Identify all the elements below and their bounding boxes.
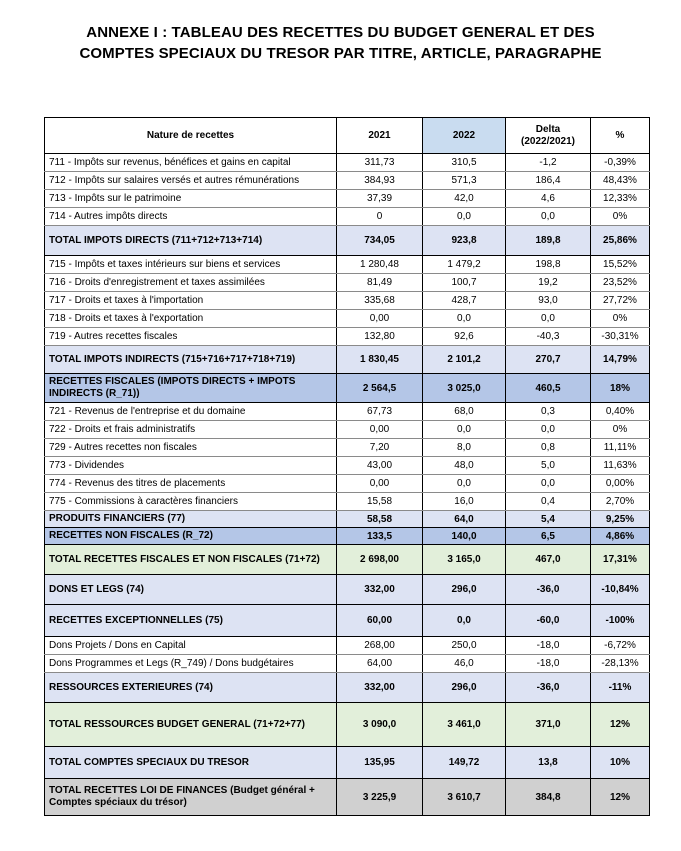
page-title xyxy=(0,22,681,64)
value-2021: 58,58 xyxy=(337,511,423,528)
row-label: 721 - Revenus de l'entreprise et du domaine xyxy=(45,403,337,421)
row-label: 712 - Impôts sur salaires versés et autres rémunérations xyxy=(45,172,337,190)
value-2021: 332,00 xyxy=(337,673,423,703)
row-label: RECETTES FISCALES (IMPOTS DIRECTS + IMPOTS INDIRECTS (R_71)) xyxy=(45,374,337,403)
value-2022: 149,72 xyxy=(423,747,506,779)
row-label: 716 - Droits d'enregistrement et taxes assimilées xyxy=(45,274,337,292)
value-2021: 0 xyxy=(337,208,423,226)
value-2022: 140,0 xyxy=(423,528,506,545)
value-2022: 0,0 xyxy=(423,421,506,439)
header-nature: Nature de recettes xyxy=(45,118,337,154)
value-2021: 64,00 xyxy=(337,655,423,673)
row-label: 774 - Revenus des titres de placements xyxy=(45,475,337,493)
value-2021: 43,00 xyxy=(337,457,423,475)
value-percent: 9,25% xyxy=(591,511,650,528)
table-row xyxy=(45,172,650,190)
value-delta: 0,0 xyxy=(506,208,591,226)
row-label: 775 - Commissions à caractères financiers xyxy=(45,493,337,511)
value-delta: 0,0 xyxy=(506,475,591,493)
value-2021: 1 280,48 xyxy=(337,256,423,274)
value-2022: 46,0 xyxy=(423,655,506,673)
value-percent: 0,00% xyxy=(591,475,650,493)
table-row xyxy=(45,190,650,208)
value-2022: 571,3 xyxy=(423,172,506,190)
row-label: 729 - Autres recettes non fiscales xyxy=(45,439,337,457)
value-percent: 0% xyxy=(591,208,650,226)
value-2021: 135,95 xyxy=(337,747,423,779)
value-delta: 371,0 xyxy=(506,703,591,747)
table-total-row xyxy=(45,511,650,528)
row-label: Dons Projets / Dons en Capital xyxy=(45,637,337,655)
table-row xyxy=(45,655,650,673)
value-delta: 270,7 xyxy=(506,346,591,374)
row-label: 714 - Autres impôts directs xyxy=(45,208,337,226)
table-total-row xyxy=(45,374,650,403)
table-total-row xyxy=(45,346,650,374)
value-2021: 384,93 xyxy=(337,172,423,190)
row-label: TOTAL IMPOTS DIRECTS (711+712+713+714) xyxy=(45,226,337,256)
value-delta: -36,0 xyxy=(506,575,591,605)
value-2022: 100,7 xyxy=(423,274,506,292)
table-row xyxy=(45,475,650,493)
table-total-row xyxy=(45,528,650,545)
value-2021: 1 830,45 xyxy=(337,346,423,374)
header-delta-line-2: (2022/2021) xyxy=(521,135,575,147)
value-delta: -18,0 xyxy=(506,655,591,673)
row-label: TOTAL IMPOTS INDIRECTS (715+716+717+718+719) xyxy=(45,346,337,374)
value-2021: 2 564,5 xyxy=(337,374,423,403)
value-2022: 428,7 xyxy=(423,292,506,310)
value-2022: 48,0 xyxy=(423,457,506,475)
value-delta: -60,0 xyxy=(506,605,591,637)
value-percent: 11,63% xyxy=(591,457,650,475)
row-label: PRODUITS FINANCIERS (77) xyxy=(45,511,337,528)
value-delta: 0,3 xyxy=(506,403,591,421)
row-label: RECETTES NON FISCALES (R_72) xyxy=(45,528,337,545)
value-percent: 27,72% xyxy=(591,292,650,310)
table-row xyxy=(45,457,650,475)
row-label: 717 - Droits et taxes à l'importation xyxy=(45,292,337,310)
value-delta: 0,8 xyxy=(506,439,591,457)
value-2021: 268,00 xyxy=(337,637,423,655)
value-percent: 0% xyxy=(591,310,650,328)
row-label: Dons Programmes et Legs (R_749) / Dons budgétaires xyxy=(45,655,337,673)
value-delta: 5,4 xyxy=(506,511,591,528)
value-2022: 296,0 xyxy=(423,673,506,703)
value-2021: 15,58 xyxy=(337,493,423,511)
value-2021: 2 698,00 xyxy=(337,545,423,575)
value-2022: 0,0 xyxy=(423,605,506,637)
row-label: RESSOURCES EXTERIEURES (74) xyxy=(45,673,337,703)
value-2022: 0,0 xyxy=(423,208,506,226)
value-delta: 19,2 xyxy=(506,274,591,292)
value-percent: 23,52% xyxy=(591,274,650,292)
value-delta: 186,4 xyxy=(506,172,591,190)
value-percent: 2,70% xyxy=(591,493,650,511)
row-label: 722 - Droits et frais administratifs xyxy=(45,421,337,439)
value-delta: 467,0 xyxy=(506,545,591,575)
table-row xyxy=(45,439,650,457)
table-row xyxy=(45,637,650,655)
value-percent: -11% xyxy=(591,673,650,703)
table-header-row xyxy=(45,118,650,154)
value-percent: 0,40% xyxy=(591,403,650,421)
value-delta: 198,8 xyxy=(506,256,591,274)
table-total-row xyxy=(45,575,650,605)
value-delta: -40,3 xyxy=(506,328,591,346)
table-row xyxy=(45,310,650,328)
row-label: DONS ET LEGS (74) xyxy=(45,575,337,605)
table-row xyxy=(45,421,650,439)
revenue-table xyxy=(44,117,650,816)
value-percent: 12% xyxy=(591,703,650,747)
row-label: 711 - Impôts sur revenus, bénéfices et gains en capital xyxy=(45,154,337,172)
value-2022: 3 165,0 xyxy=(423,545,506,575)
value-percent: 4,86% xyxy=(591,528,650,545)
row-label: TOTAL RECETTES FISCALES ET NON FISCALES (71+72) xyxy=(45,545,337,575)
value-2021: 332,00 xyxy=(337,575,423,605)
value-delta: 460,5 xyxy=(506,374,591,403)
value-2022: 92,6 xyxy=(423,328,506,346)
value-delta: 384,8 xyxy=(506,779,591,816)
table-row xyxy=(45,493,650,511)
value-2022: 8,0 xyxy=(423,439,506,457)
table-total-row xyxy=(45,779,650,816)
row-label: TOTAL COMPTES SPECIAUX DU TRESOR xyxy=(45,747,337,779)
value-2022: 3 025,0 xyxy=(423,374,506,403)
value-2022: 1 479,2 xyxy=(423,256,506,274)
value-2022: 923,8 xyxy=(423,226,506,256)
table-total-row xyxy=(45,545,650,575)
value-delta: 189,8 xyxy=(506,226,591,256)
value-percent: 10% xyxy=(591,747,650,779)
value-2021: 132,80 xyxy=(337,328,423,346)
table-row xyxy=(45,274,650,292)
value-2022: 250,0 xyxy=(423,637,506,655)
value-2022: 68,0 xyxy=(423,403,506,421)
value-2021: 0,00 xyxy=(337,310,423,328)
table-row xyxy=(45,154,650,172)
value-2022: 3 610,7 xyxy=(423,779,506,816)
row-label: 718 - Droits et taxes à l'exportation xyxy=(45,310,337,328)
header-delta xyxy=(506,118,591,154)
value-percent: 0% xyxy=(591,421,650,439)
value-percent: 12% xyxy=(591,779,650,816)
table-total-row xyxy=(45,673,650,703)
value-2021: 3 090,0 xyxy=(337,703,423,747)
value-2021: 0,00 xyxy=(337,475,423,493)
value-2021: 311,73 xyxy=(337,154,423,172)
page-title-line-2: COMPTES SPECIAUX DU TRESOR PAR TITRE, ARTICLE, PARAGRAPHE xyxy=(79,45,602,62)
table-total-row xyxy=(45,747,650,779)
row-label: RECETTES EXCEPTIONNELLES (75) xyxy=(45,605,337,637)
value-2022: 16,0 xyxy=(423,493,506,511)
header-percent: % xyxy=(591,118,650,154)
value-delta: 0,0 xyxy=(506,421,591,439)
value-delta: 93,0 xyxy=(506,292,591,310)
value-delta: 4,6 xyxy=(506,190,591,208)
value-percent: 25,86% xyxy=(591,226,650,256)
value-2021: 133,5 xyxy=(337,528,423,545)
header-2021: 2021 xyxy=(337,118,423,154)
header-2022: 2022 xyxy=(423,118,506,154)
value-2021: 37,39 xyxy=(337,190,423,208)
value-2021: 0,00 xyxy=(337,421,423,439)
value-2022: 0,0 xyxy=(423,475,506,493)
row-label: TOTAL RESSOURCES BUDGET GENERAL (71+72+77) xyxy=(45,703,337,747)
row-label: 773 - Dividendes xyxy=(45,457,337,475)
value-2022: 296,0 xyxy=(423,575,506,605)
table-row xyxy=(45,403,650,421)
value-2022: 310,5 xyxy=(423,154,506,172)
value-delta: -18,0 xyxy=(506,637,591,655)
value-percent: -30,31% xyxy=(591,328,650,346)
value-2022: 3 461,0 xyxy=(423,703,506,747)
page-title-line-1: ANNEXE I : TABLEAU DES RECETTES DU BUDGET GENERAL ET DES xyxy=(86,24,595,41)
value-percent: -6,72% xyxy=(591,637,650,655)
value-percent: 14,79% xyxy=(591,346,650,374)
value-percent: -28,13% xyxy=(591,655,650,673)
table-total-row xyxy=(45,226,650,256)
value-2021: 67,73 xyxy=(337,403,423,421)
value-2021: 60,00 xyxy=(337,605,423,637)
value-2021: 81,49 xyxy=(337,274,423,292)
table-row xyxy=(45,256,650,274)
value-percent: 12,33% xyxy=(591,190,650,208)
value-delta: -1,2 xyxy=(506,154,591,172)
row-label: 715 - Impôts et taxes intérieurs sur biens et services xyxy=(45,256,337,274)
value-delta: 0,4 xyxy=(506,493,591,511)
row-label: 719 - Autres recettes fiscales xyxy=(45,328,337,346)
value-delta: 5,0 xyxy=(506,457,591,475)
value-2022: 64,0 xyxy=(423,511,506,528)
table-total-row xyxy=(45,703,650,747)
row-label: 713 - Impôts sur le patrimoine xyxy=(45,190,337,208)
value-percent: -0,39% xyxy=(591,154,650,172)
value-percent: 15,52% xyxy=(591,256,650,274)
table-row xyxy=(45,328,650,346)
table-row xyxy=(45,292,650,310)
value-percent: 48,43% xyxy=(591,172,650,190)
value-2022: 2 101,2 xyxy=(423,346,506,374)
value-delta: 6,5 xyxy=(506,528,591,545)
value-percent: 11,11% xyxy=(591,439,650,457)
value-2021: 335,68 xyxy=(337,292,423,310)
value-delta: 0,0 xyxy=(506,310,591,328)
value-2021: 7,20 xyxy=(337,439,423,457)
value-2022: 42,0 xyxy=(423,190,506,208)
value-percent: 17,31% xyxy=(591,545,650,575)
row-label: TOTAL RECETTES LOI DE FINANCES (Budget général + Comptes spéciaux du trésor) xyxy=(45,779,337,816)
value-percent: 18% xyxy=(591,374,650,403)
table-row xyxy=(45,208,650,226)
value-2021: 3 225,9 xyxy=(337,779,423,816)
value-percent: -10,84% xyxy=(591,575,650,605)
value-2021: 734,05 xyxy=(337,226,423,256)
header-delta-line-1: Delta xyxy=(535,123,561,135)
table-total-row xyxy=(45,605,650,637)
value-delta: -36,0 xyxy=(506,673,591,703)
value-2022: 0,0 xyxy=(423,310,506,328)
value-delta: 13,8 xyxy=(506,747,591,779)
value-percent: -100% xyxy=(591,605,650,637)
